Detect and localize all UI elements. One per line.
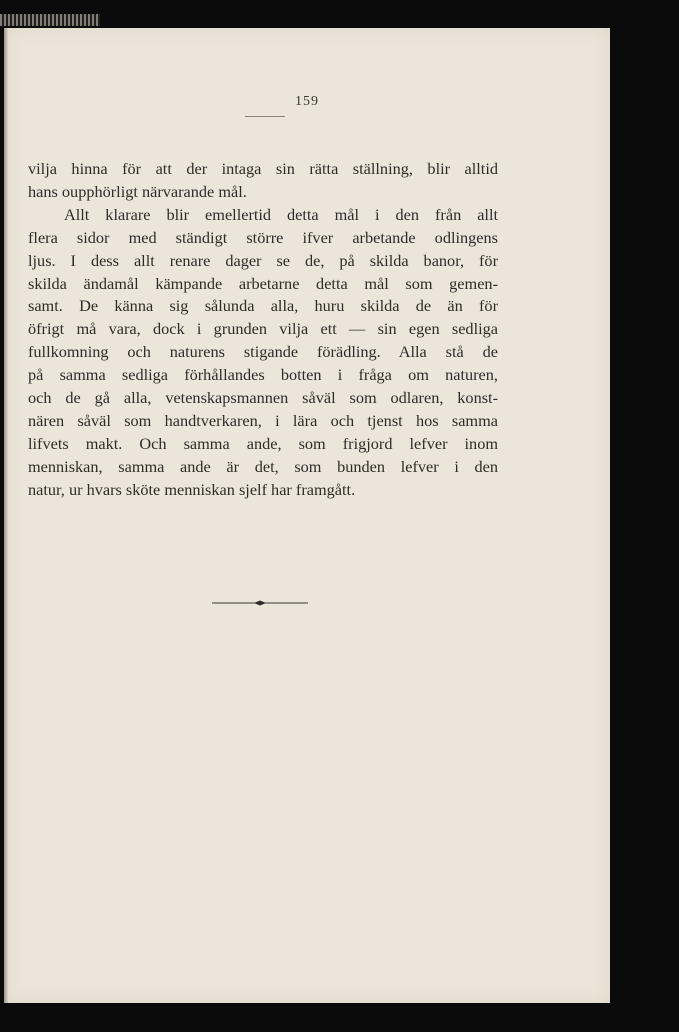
text-line: fullkomning och naturens stigande förädling. Alla stå de [28,342,498,362]
scan-edge-strip [0,14,100,26]
text-line: ljus. I dess allt renare dager se de, på skilda banor, för [28,250,498,270]
text-line: menniskan, samma ande är det, som bunden lefver i den [28,456,498,476]
page-number-rule [245,116,285,117]
ornament-divider [212,600,308,606]
text-line: Allt klarare blir emellertid detta mål i den från allt [64,204,498,224]
text-line: samt. De känna sig sålunda alla, huru skilda de än för [28,296,498,316]
book-page [4,28,610,1003]
text-line: hans oupphörligt närvarande mål. [28,181,247,201]
text-line: på samma sedliga förhållandes botten i fråga om naturen, [28,365,498,385]
text-line: natur, ur hvars sköte menniskan sjelf har framgått. [28,479,356,499]
text-line: skilda ändamål kämpande arbetarne detta mål som gemen- [28,273,498,293]
text-line: öfrigt må vara, dock i grunden vilja ett — sin egen sedliga [28,319,498,339]
body-text [28,158,498,502]
page-number: 159 [295,94,319,109]
text-line: nären såväl som handtverkaren, i lära och tjenst hos samma [28,410,498,430]
text-line: och de gå alla, vetenskapsmannen såväl som odlaren, konst- [28,388,498,408]
text-line: flera sidor med ständigt större ifver arbetande odlingens [28,227,498,247]
page-edge-shadow [4,28,9,1003]
text-line: lifvets makt. Och samma ande, som frigjord lefver inom [28,433,498,453]
text-line: vilja hinna för att der intaga sin rätta ställning, blir alltid [28,159,498,178]
